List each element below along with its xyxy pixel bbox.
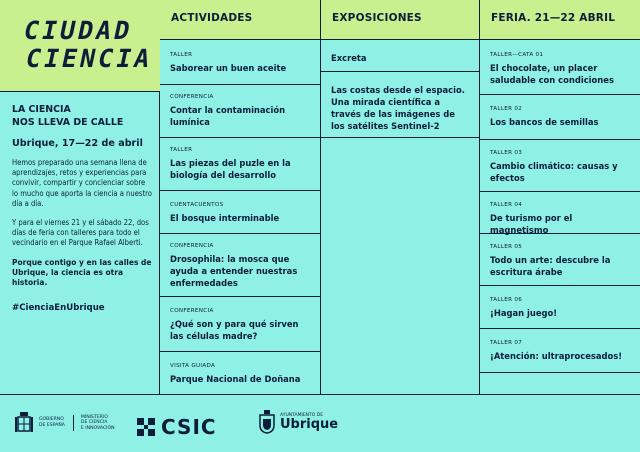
logo-line-1: CIUDAD [20, 16, 136, 45]
gobierno-line-1: GOBIERNO [39, 417, 64, 423]
workshop-item [480, 95, 640, 140]
intro-text [12, 104, 152, 313]
workshop-kind: TALLER 05 [490, 244, 523, 250]
workshop-title: Los bancos de semillas [490, 117, 599, 127]
activity-kind: CONFERENCIA [170, 308, 214, 314]
workshop-kind: TALLER 02 [490, 106, 523, 112]
intro-column [0, 0, 160, 394]
gobierno-logo [14, 411, 115, 435]
activity-title: Contar la contaminación lumínica [170, 105, 286, 127]
exposiciones-header: EXPOSICIONES [321, 0, 479, 40]
fair-paragraph: Y para el viernes 21 y el sábado 22, dos días de feria con talleres para todo el vecindario en el Parque Rafael Alberti. [12, 218, 149, 248]
hashtag: #CienciaEnUbrique [12, 303, 105, 314]
exhibition-item [321, 72, 479, 138]
workshop-title: El chocolate, un placer saludable con condiciones [490, 63, 614, 85]
ayuntamiento-label: AYUNTAMIENTO DE [280, 412, 324, 418]
activity-title: ¿Qué son y para qué sirven las células madre? [170, 319, 299, 341]
ciudad-ciencia-logo [0, 0, 160, 92]
activity-kind: CONFERENCIA [170, 243, 214, 249]
activity-item [160, 85, 320, 138]
ayuntamiento-text [280, 413, 338, 432]
logo-line-2: CIENCIA [22, 44, 156, 73]
ayuntamiento-logo [258, 410, 338, 434]
ministerio-text [73, 415, 115, 432]
workshop-title: ¡Atención: ultraprocesados! [490, 351, 623, 361]
workshop-title: De turismo por el magnetismo [490, 213, 573, 235]
workshop-item [480, 40, 640, 95]
workshop-item [480, 192, 640, 234]
activity-kind: CONFERENCIA [170, 94, 214, 100]
csic-logo [136, 415, 217, 439]
actividades-header: ACTIVIDADES [160, 0, 320, 40]
exhibition-item [321, 40, 479, 72]
activity-item [160, 297, 320, 352]
gobierno-text [39, 417, 65, 428]
csic-wordmark: CSIC [161, 415, 217, 439]
activity-kind: TALLER [170, 147, 193, 153]
activity-item [160, 352, 320, 394]
activity-kind: VISITA GUIADA [170, 363, 216, 369]
workshop-kind: TALLER 03 [490, 150, 523, 156]
ubrique-shield-icon [258, 410, 276, 434]
exhibition-title: Las costas desde el espacio. Una mirada científica a través de las imágenes de los satélites Sentinel-2 [331, 85, 465, 131]
activity-kind: CUENTACUENTOS [170, 202, 224, 208]
activity-item [160, 138, 320, 191]
workshop-item [480, 140, 640, 192]
ministerio-line-2: DE CIENCIA [80, 420, 108, 426]
intro-title-line-1: LA CIENCIA [12, 104, 71, 115]
exhibition-title: Excreta [331, 53, 367, 63]
event-dates: Ubrique, 17—22 de abril [12, 138, 143, 149]
csic-emblem-icon [136, 417, 156, 437]
workshop-title: Cambio climático: causas y efectos [490, 161, 618, 183]
intro-title-line-2: NOS LLEVA DE CALLE [12, 116, 124, 128]
workshop-item [480, 286, 640, 329]
workshop-kind: TALLER 06 [490, 297, 523, 303]
activity-title: Saborear un buen aceite [170, 63, 287, 73]
exposiciones-column [321, 0, 480, 394]
activity-title: Parque Nacional de Doñana [170, 374, 301, 384]
workshop-kind: TALLER 04 [490, 202, 523, 208]
activity-title: Las piezas del puzle en la biología del desarrollo [170, 158, 291, 180]
activity-item [160, 234, 320, 297]
workshop-item [480, 329, 640, 373]
activity-title: Drosophila: la mosca que ayuda a entender nuestras enfermedades [170, 254, 298, 288]
ministerio-line-1: MINISTERIO [80, 414, 108, 420]
activity-title: El bosque interminable [170, 213, 280, 223]
workshop-kind: TALLER—CATA 01 [490, 52, 544, 58]
sponsors-footer [0, 394, 640, 452]
intro-paragraph: Hemos preparado una semana llena de aprendizajes, retos y experiencias para convivir, compartir y concienciar sobre lo mucho que aporta la ciencia a nuestro día a día. [12, 158, 152, 208]
feria-header: FERIA. 21—22 ABRIL [480, 0, 640, 40]
ubrique-wordmark: Ubrique [280, 416, 339, 432]
workshop-kind: TALLER 07 [490, 340, 523, 346]
actividades-column [160, 0, 321, 394]
activity-item [160, 40, 320, 85]
coat-of-arms-icon [14, 411, 34, 435]
workshop-title: Todo un arte: descubre la escritura árabe [490, 255, 611, 277]
workshop-title: ¡Hagan juego! [490, 308, 558, 318]
activity-kind: TALLER [170, 52, 193, 58]
activity-item [160, 191, 320, 234]
workshop-item [480, 234, 640, 286]
feria-column [480, 0, 640, 394]
gobierno-line-2: DE ESPAÑA [39, 423, 65, 428]
motto: Porque contigo y en las calles de Ubrique, la ciencia es otra historia. [12, 257, 152, 288]
ministerio-line-3: E INNOVACIÓN [80, 425, 115, 431]
